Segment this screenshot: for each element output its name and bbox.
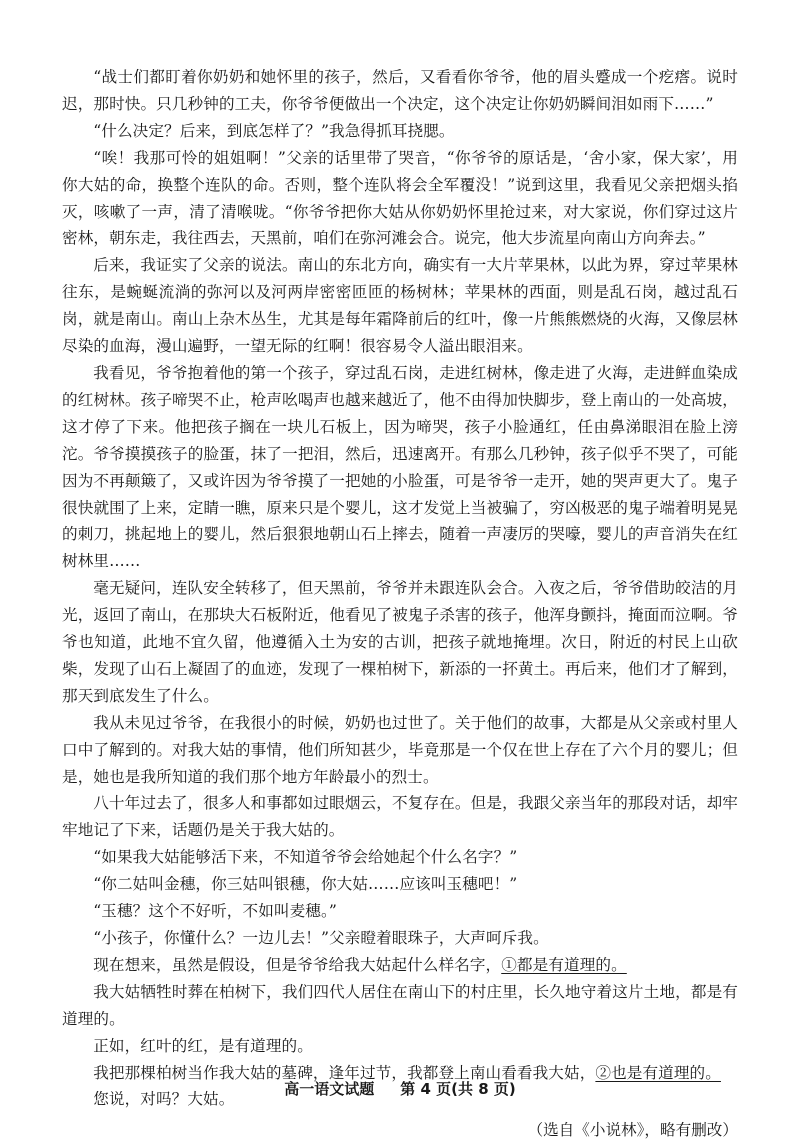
paragraph-6: 毫无疑问，连队安全转移了，但天黑前，爷爷并未跟连队会合。入夜之后，爷爷借助皎洁的月光，返回了南山，在那块大石板附近，他看见了被鬼子杀害的孩子，他浑身颤抖，掩面而泣啊。爷爷也知道，此地不宜久留，他遵循入土为安的古训，把孩子就地掩埋。次日，附近的村民上山砍柴，发现了山石上凝固了的血迹，发现了一棵柏树下，新添的一抔黄土。再后来，他们才了解到，那天到底发生了什么。 [62,579,738,705]
underlined-sentence-2: ②也是有道理的。 [595,1063,721,1082]
dialogue-4: “小孩子，你懂什么？一边儿去！”父亲瞪着眼珠子，大声呵斥我。 [93,929,549,947]
closing-line: 您说，对吗？大姑。 [93,1090,235,1109]
paragraph-8: 八十年过去了，很多人和事都如过眼烟云，不复存在。但是，我跟父亲当年的那段对话，却牢牢地记了下来，话题仍是关于我大姑的。 [62,794,738,840]
dialogue-2: “你二姑叫金穗，你三姑叫银穗，你大姑……应该叫玉穗吧！” [93,875,518,894]
story-body [62,64,738,1144]
paragraph-4: 后来，我证实了父亲的说法。南山的东北方向，确实有一大片苹果林，以此为界，穿过苹果林往东，是蜿蜒流淌的弥河以及河两岸密密匝匝的杨树林；苹果林的西面，则是乱石岗，越过乱石岗，就是南山。南山上杂木丛生，尤其是每年霜降前后的红叶，像一片熊熊燃烧的火海，又像层林尽染的血海，漫山遍野，一望无际的红啊！很容易令人溢出眼泪来。 [62,256,738,356]
paragraph-underlined-1 [62,952,738,979]
paragraph-text: 我把那棵柏树当作我大姑的墓碑，逢年过节，我都登上南山看看我大姑， [93,1063,596,1082]
underlined-sentence-1: ①都是有道理的。 [501,955,627,974]
paragraph-5: 我看见，爷爷抱着他的第一个孩子，穿过乱石岗，走进红树林，像走进了火海，走进鲜血染成的红树林。孩子啼哭不止，枪声吆喝声也越来越近了，他不由得加快脚步，登上南山的一处高坡，这才停了下来。他把孩子搁在一块儿石板上，因为啼哭，孩子小脸通红，任由鼻涕眼泪在脸上滂沱。爷爷摸摸孩子的脸蛋，抹了一把泪，然后，迅速离开。有那么几秒钟，孩子似乎不哭了，可能因为不再颠簸了，又或许因为爷爷摸了一把她的小脸蛋，可是爷爷一走开，她的哭声更大了。鬼子很快就围了上来，定睛一瞧，原来只是个婴儿，这才发觉上当被骗了，穷凶极恶的鬼子端着明晃晃的刺刀，挑起地上的婴儿，然后狠狠地朝山石上摔去，随着一声凄厉的哭嚎，婴儿的声音消失在红树林里…… [62,363,738,571]
paragraph-9: 我大姑牺牲时葬在柏树下，我们四代人居住在南山下的村庄里，长久地守着这片土地，都是有道理的。 [62,982,738,1028]
paragraph-1: “战士们都盯着你奶奶和她怀里的孩子，然后，又看看你爷爷，他的眉头蹙成一个疙瘩。说时迟，那时快。只几秒钟的工夫，你爷爷便做出一个决定，这个决定让你奶奶瞬间泪如雨下……” [62,68,738,113]
source-note: （选自《小说林》，略有删改） [527,1121,738,1140]
footer-page-number: 第 4 页(共 8 页) [400,1080,516,1098]
dialogue-3: “玉穗？这个不好听，不如叫麦穗。” [93,902,337,921]
dialogue-1: “如果我大姑能够活下来，不知道爷爷会给她起个什么名字？” [93,848,518,867]
paragraph-7: 我从未见过爷爷，在我很小的时候，奶奶也过世了。关于他们的故事，大都是从父亲或村里人口中了解到的。对我大姑的事情，他们所知甚少，毕竟那是一个仅在世上存在了六个月的婴儿；但是，她也是我所知道的我们那个地方年龄最小的烈士。 [62,713,738,786]
paragraph-2: “什么决定？后来，到底怎样了？”我急得抓耳挠腮。 [93,121,455,140]
paragraph-text: 现在想来，虽然是假设，但是爷爷给我大姑起什么样名字， [93,955,502,974]
page-footer [0,1078,800,1099]
footer-subject: 高一语文试题 [284,1080,375,1098]
paragraph-3: “唉！我那可怜的姐姐啊！”父亲的话里带了哭音，“你爷爷的原话是，‘舍小家，保大家’，用你大姑的命，换整个连队的命。否则，整个连队将会全军覆没！”说到这里，我看见父亲把烟头掐灭，咳嗽了一声，清了清喉咙。“你爷爷把你大姑从你奶奶怀里抢过来，对大家说，你们穿过这片密林，朝东走，我往西去，天黑前，咱们在弥河滩会合。说完，他大步流星向南山方向奔去。” [62,148,738,248]
paragraph-10: 正如，红叶的红，是有道理的。 [93,1036,313,1055]
